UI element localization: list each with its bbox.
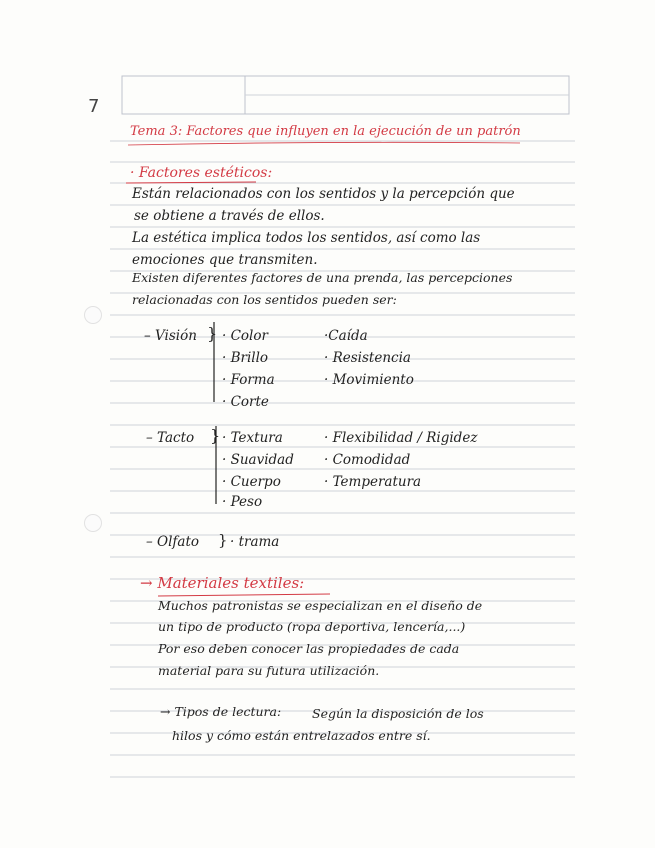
- intro-line: La estética implica todos los sentidos, así como las: [132, 230, 481, 246]
- tacto-item: · Comodidad: [324, 452, 411, 468]
- sub-heading-tipos: → Tipos de lectura:: [160, 704, 282, 719]
- intro-line: Existen diferentes factores de una prenda, las percepciones: [132, 270, 513, 285]
- materiales-line: Muchos patronistas se especializan en el diseño de: [158, 598, 483, 613]
- intro-line: relacionadas con los sentidos pueden ser:: [132, 292, 397, 307]
- vision-item: · Movimiento: [324, 372, 414, 388]
- materiales-line: material para su futura utilización.: [158, 663, 380, 678]
- materiales-line: un tipo de producto (ropa deportiva, lencería,...): [158, 619, 466, 634]
- tacto-item: · Flexibilidad / Rigidez: [324, 430, 478, 446]
- group-label-vision: – Visión: [144, 328, 197, 344]
- punch-hole: [84, 306, 102, 324]
- brace: }: [207, 324, 218, 343]
- corner-mark: 7: [88, 96, 100, 117]
- tacto-item: · Textura: [222, 430, 283, 446]
- tacto-item: · Temperatura: [324, 474, 422, 490]
- bracket-line: [214, 426, 220, 504]
- vision-item: · Forma: [222, 372, 275, 388]
- tacto-item: · Cuerpo: [222, 474, 281, 490]
- group-label-tacto: – Tacto: [146, 430, 195, 446]
- tipos-line: Según la disposición de los: [312, 706, 484, 721]
- brace: }: [210, 426, 221, 445]
- group-label-olfato: – Olfato: [146, 534, 200, 550]
- page-title: Tema 3: Factores que influyen en la ejecución de un patrón: [130, 124, 521, 139]
- brace: }: [218, 531, 228, 549]
- intro-line: emociones que transmiten.: [132, 252, 318, 268]
- vision-item: ·Caída: [324, 328, 368, 344]
- bracket-line: [212, 322, 218, 402]
- intro-line: Están relacionados con los sentidos y la percepción que: [132, 186, 515, 202]
- section-heading: · Factores estéticos:: [130, 165, 273, 181]
- intro-line: se obtiene a través de ellos.: [134, 208, 325, 224]
- olfato-item: · trama: [230, 534, 280, 550]
- tipos-line: hilos y cómo están entrelazados entre sí.: [172, 728, 431, 743]
- materiales-line: Por eso deben conocer las propiedades de cada: [158, 641, 460, 656]
- vision-item: · Brillo: [222, 350, 269, 366]
- punch-hole: [84, 514, 102, 532]
- section-heading-materiales: → Materiales textiles:: [140, 574, 305, 592]
- tacto-item: · Peso: [222, 494, 263, 510]
- tacto-item: · Suavidad: [222, 452, 294, 468]
- vision-item: · Corte: [222, 394, 269, 410]
- vision-item: · Color: [222, 328, 268, 344]
- vision-item: · Resistencia: [324, 350, 411, 366]
